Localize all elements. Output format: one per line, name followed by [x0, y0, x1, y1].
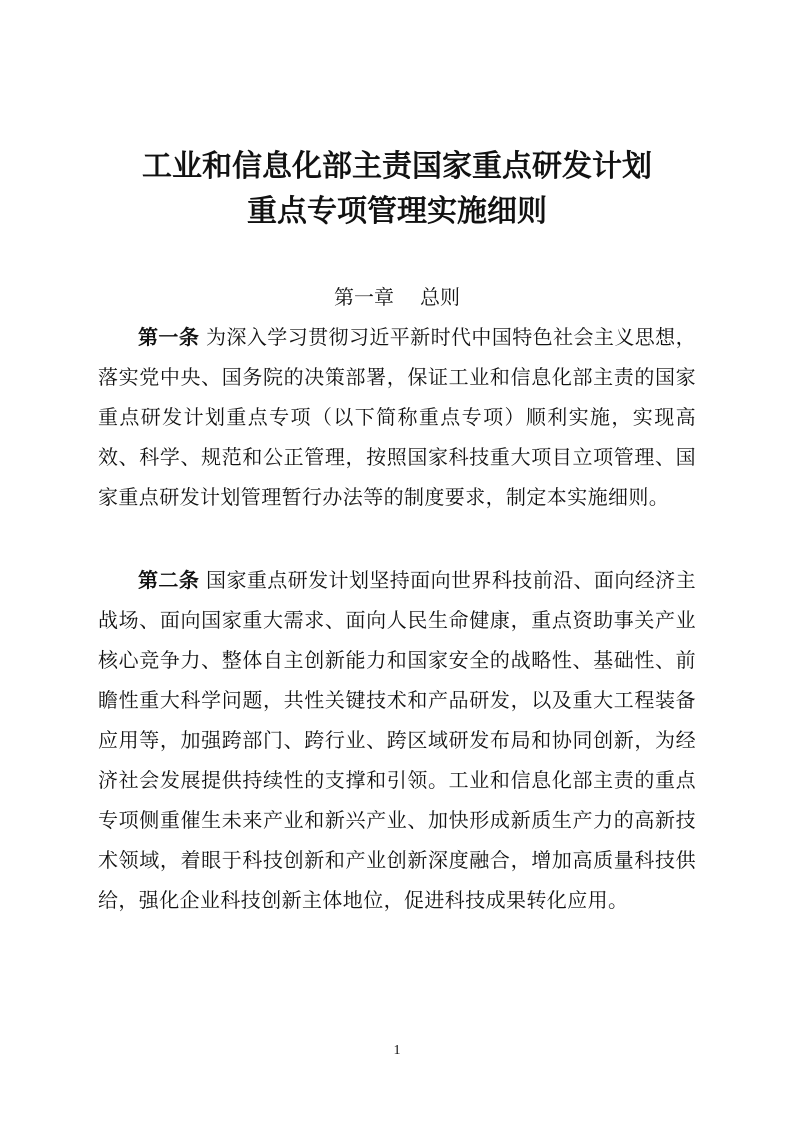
chapter-name: 总则 — [420, 285, 460, 309]
chapter-label: 第一章 — [334, 285, 394, 309]
article-paragraph-1 — [98, 317, 696, 517]
page-number: 1 — [393, 1043, 401, 1058]
document-title-line-1: 工业和信息化部主责国家重点研发计划 — [142, 149, 652, 184]
article-text-1: 为深入学习贯彻习近平新时代中国特色社会主义思想，落实党中央、国务院的决策部署，保证工业和信息化部主责的国家重点研发计划重点专项（以下简称重点专项）顺利实施，实现高效、科学、规范和公正管理，按照国家科技重大项目立项管理、国家重点研发计划管理暂行办法等的制度要求，制定本实施细则。 — [98, 325, 696, 509]
chapter-heading — [0, 283, 794, 311]
article-text-2: 国家重点研发计划坚持面向世界科技前沿、面向经济主战场、面向国家重大需求、面向人民生命健康，重点资助事关产业核心竞争力、整体自主创新能力和国家安全的战略性、基础性、前瞻性重大科学问题，共性关键技术和产品研发，以及重大工程装备应用等，加强跨部门、跨行业、跨区域研发布局和协同创新，为经济社会发展提供持续性的支撑和引领。工业和信息化部主责的重点专项侧重催生未来产业和新兴产业、加快形成新质生产力的高新技术领域，着眼于科技创新和产业创新深度融合，增加高质量科技供给，强化企业科技创新主体地位，促进科技成果转化应用。 — [98, 568, 696, 912]
document-title-line-2: 重点专项管理实施细则 — [247, 194, 547, 229]
article-label-1: 第一条 — [138, 325, 200, 349]
article-paragraph-2 — [98, 560, 696, 920]
article-label-2: 第二条 — [138, 568, 200, 592]
